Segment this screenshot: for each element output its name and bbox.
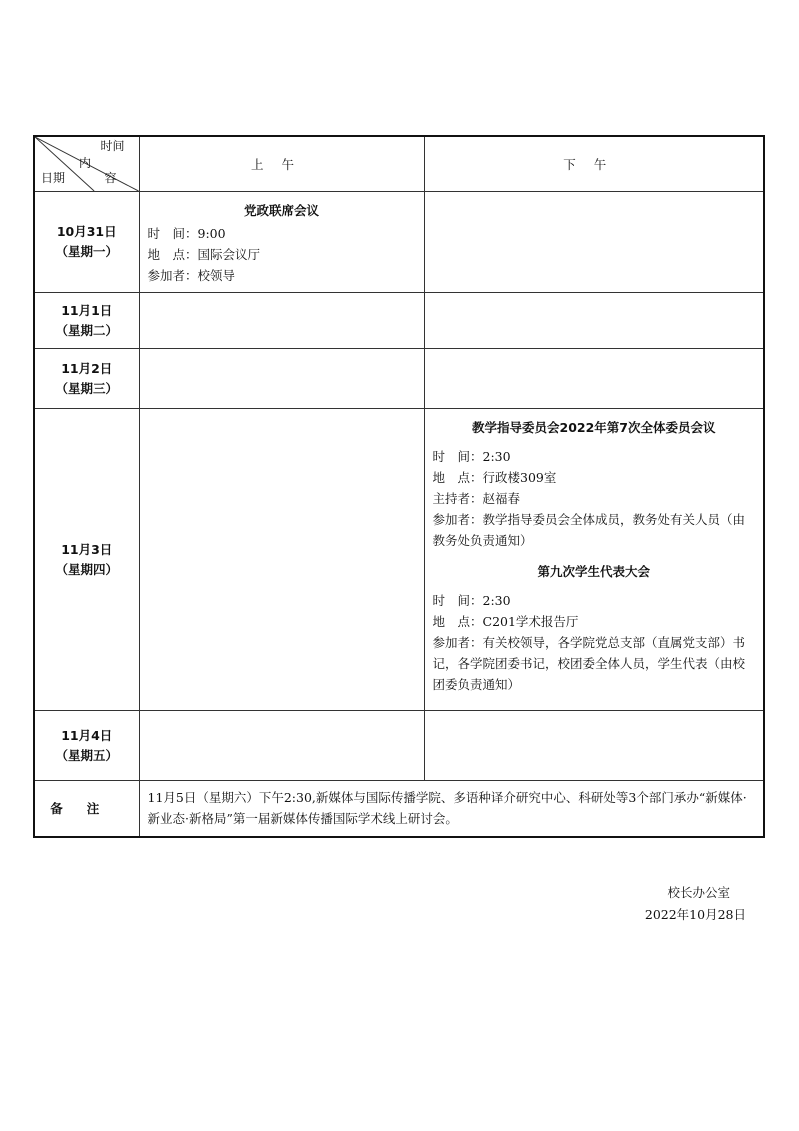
weekday-text: （星期一） (55, 244, 118, 259)
signature-date: 2022年10月28日 (644, 907, 746, 922)
meeting-place: 地 点：行政楼309室 (432, 470, 557, 485)
meeting-title: 第九次学生代表大会 (537, 564, 650, 579)
meeting-attendees: 参加者：教学指导委员会全体成员，教务处有关人员（由教务处负责通知） (432, 512, 746, 548)
afternoon-cell (424, 409, 764, 711)
date-cell (34, 409, 139, 711)
afternoon-cell (424, 293, 764, 349)
afternoon-cell (424, 192, 764, 293)
diagonal-header-cell (34, 136, 139, 192)
meeting-attendees: 参加者：有关校领导，各学院党总支部（直属党支部）书记，各学院团委书记，校团委全体人员，学生代表（由校团委负责通知） (432, 635, 746, 692)
signature-org: 校长办公室 (667, 885, 730, 900)
header-content-label-1: 内 (79, 156, 92, 170)
meeting-time: 时 间：2:30 (432, 593, 511, 608)
table-header-row (34, 136, 764, 192)
weekday-text: （星期三） (55, 380, 118, 396)
notes-label: 备注 (34, 781, 139, 837)
date-text: 11月2日 (61, 360, 113, 376)
date-text: 11月1日 (61, 302, 113, 318)
meeting-time: 时 间：9:00 (147, 226, 226, 241)
date-cell (34, 192, 139, 293)
morning-cell (139, 349, 424, 409)
afternoon-column-header: 下午 (424, 136, 764, 192)
meeting-place: 地 点：国际会议厅 (147, 247, 261, 262)
table-row (34, 711, 764, 781)
meeting-title: 党政联席会议 (243, 203, 319, 218)
date-text: 11月3日 (61, 541, 113, 557)
morning-cell (139, 293, 424, 349)
date-cell (34, 711, 139, 781)
morning-cell (139, 192, 424, 293)
morning-column-header: 上午 (139, 136, 424, 192)
date-text: 10月31日 (56, 224, 117, 239)
header-time-label: 时间 (100, 139, 125, 153)
morning-cell (139, 409, 424, 711)
notes-text: 11月5日（星期六）下午2:30,新媒体与国际传播学院、多语种译介研究中心、科研处等3个部门承办“新媒体·新业态·新格局”第一届新媒体传播国际学术线上研讨会。 (139, 781, 764, 837)
header-content-label-2: 容 (104, 171, 117, 185)
afternoon-cell (424, 711, 764, 781)
weekday-text: （星期四） (55, 561, 118, 577)
meeting-attendees: 参加者：校领导 (147, 268, 236, 283)
header-date-label: 日期 (41, 171, 66, 185)
afternoon-cell (424, 349, 764, 409)
notes-row (34, 781, 764, 837)
weekday-text: （星期五） (55, 747, 118, 763)
meeting-time: 时 间：2:30 (432, 449, 511, 464)
date-cell (34, 349, 139, 409)
table-row (34, 409, 764, 711)
schedule-table (33, 135, 765, 838)
signature-block (645, 882, 746, 926)
meeting-place: 地 点：C201学术报告厅 (432, 614, 579, 629)
date-cell (34, 293, 139, 349)
morning-cell (139, 711, 424, 781)
weekday-text: （星期二） (55, 322, 118, 338)
meeting-host: 主持者：赵福春 (432, 491, 521, 506)
date-text: 11月4日 (61, 727, 113, 743)
table-row (34, 293, 764, 349)
meeting-title: 教学指导委员会2022年第7次全体委员会议 (472, 420, 716, 435)
table-row (34, 192, 764, 293)
table-row (34, 349, 764, 409)
